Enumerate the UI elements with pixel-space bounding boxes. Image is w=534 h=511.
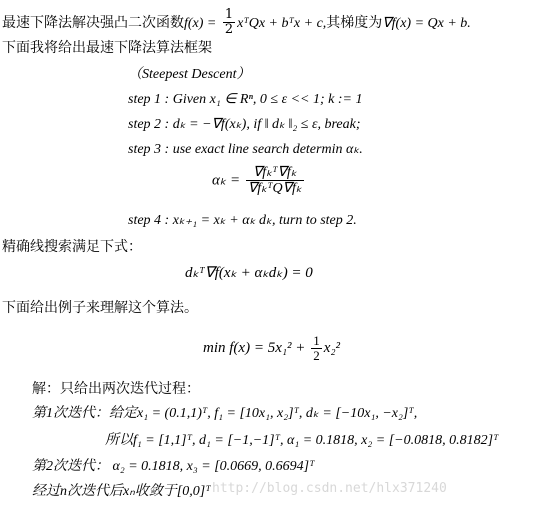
intro-prefix: 最速下降法解决强凸二次函数 bbox=[2, 14, 184, 31]
example-lhs: min f(x) = 5x₁² + bbox=[203, 340, 306, 357]
intro-line bbox=[2, 8, 471, 38]
final-result: 经过n次迭代后xₙ收敛于[0,0]ᵀ bbox=[32, 484, 211, 499]
intro-half-num: 1 bbox=[224, 7, 234, 22]
solution-title: 解：只给出两次迭代过程： bbox=[32, 381, 200, 397]
intro-grad: ∇f(x) = Qx + b. bbox=[382, 15, 471, 31]
intro-mid: 其梯度为 bbox=[326, 14, 383, 31]
example-half-den: 2 bbox=[313, 348, 320, 364]
framework-title: 下面我将给出最速下降法算法框架 bbox=[2, 40, 212, 56]
alpha-formula bbox=[212, 165, 306, 197]
line-search-title: 精确线搜索满足下式： bbox=[2, 239, 142, 255]
intro-expr: xᵀQx + bᵀx + c, bbox=[237, 15, 327, 31]
example-half-fraction bbox=[311, 334, 322, 364]
example-rhs: x₂² bbox=[323, 340, 341, 357]
algo-header: （Steepest Descent） bbox=[128, 67, 251, 82]
step-2: step 2 : dₖ = −∇f(xₖ), if ‖ dₖ ‖₂ ≤ ε, break; bbox=[128, 117, 361, 132]
step-3: step 3 : use exact line search determin αₖ. bbox=[128, 142, 363, 157]
iteration-1-line-a: 第1次迭代：给定x₁ = (0.1,1)ᵀ, f₁ = [10x₁, x₂]ᵀ, dₖ = [−10x₁, −x₂]ᵀ, bbox=[32, 406, 418, 421]
step-4: step 4 : xₖ₊₁ = xₖ + αₖ dₖ, turn to step 2. bbox=[128, 213, 357, 228]
line-search-equation: dₖᵀ∇f(xₖ + αₖdₖ) = 0 bbox=[185, 265, 313, 281]
step-1: step 1 : Given x₁ ∈ Rⁿ, 0 ≤ ε << 1; k := 1 bbox=[128, 92, 363, 107]
blog-watermark: http://blog.csdn.net/hlx371240 bbox=[212, 481, 447, 496]
alpha-fraction bbox=[246, 165, 304, 197]
intro-half-fraction bbox=[223, 8, 235, 38]
example-half-num: 1 bbox=[313, 333, 320, 348]
alpha-den: ∇fₖᵀQ∇fₖ bbox=[247, 181, 302, 197]
example-function bbox=[203, 334, 340, 364]
iteration-2-line: 第2次迭代： α₂ = 0.1818, x₃ = [0.0669, 0.6694]ᵀ bbox=[32, 459, 315, 474]
iteration-1-line-b: 所以f₁ = [1,1]ᵀ, d₁ = [−1,−1]ᵀ, α₁ = 0.1818, x₂ = [−0.0818, 0.8182]ᵀ bbox=[105, 433, 499, 448]
alpha-lhs: αₖ = bbox=[212, 172, 241, 189]
intro-half-den: 2 bbox=[224, 22, 234, 38]
intro-fx: f(x) = bbox=[184, 15, 217, 31]
example-title: 下面给出例子来理解这个算法。 bbox=[2, 300, 198, 316]
alpha-num: ∇fₖᵀ∇fₖ bbox=[246, 165, 304, 181]
